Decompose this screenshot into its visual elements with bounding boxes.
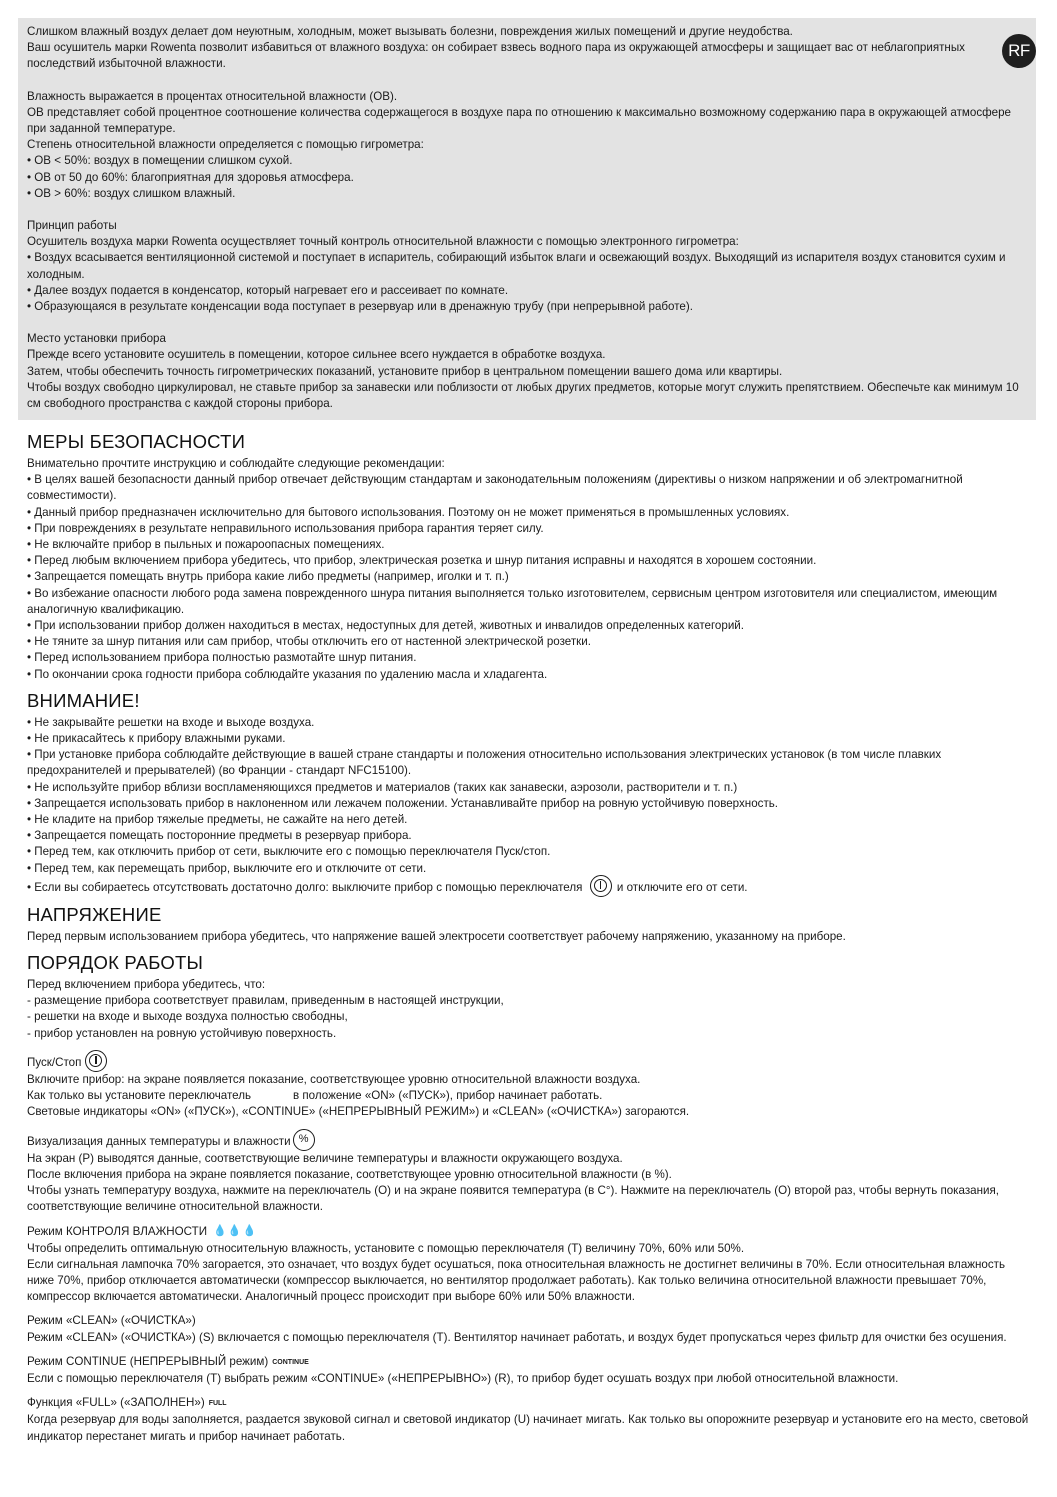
- warning-line: • Перед тем, как отключить прибор от сети, выключите его с помощью переключателя Пуск/стоп.: [27, 845, 551, 859]
- warning-last-after: и отключите его от сети.: [616, 880, 748, 894]
- safety-line: • Перед любым включением прибора убедитесь, что прибор, электрическая розетка и шнур питания исправны и находятся в хорошем состоянии.: [27, 554, 817, 568]
- principle-line: • Воздух всасывается вентиляционной системой и поступает в испаритель, собирающий избыток влаги и освежающий воздух. Выходящий из испарителя воздух становится сухим и холодным.: [27, 251, 1006, 281]
- warning-title: ВНИМАНИЕ!: [27, 689, 140, 711]
- principle-title: Принцип работы: [27, 219, 117, 233]
- humidity-drops-icon: 💧💧💧: [213, 1225, 258, 1238]
- safety-line: • Не включайте прибор в пыльных и пожароопасных помещениях.: [27, 538, 385, 552]
- control-line: Если сигнальная лампочка 70% загорается, это означает, что воздух будет осушаться, пока относительная влажность не достигнет величины в 70%. Если относительная влажность ниже 70%, прибор отключается автоматически (компрессор выключается, но вентилятор продолжает работать). Как только величина относительной влажности превышает 70%, компрессор включается автоматически. Аналогичный процесс происходит при выборе 60% или 50% влажности.: [27, 1257, 1006, 1304]
- principle-line: • Далее воздух подается в конденсатор, который нагревает его и рассеивает по комнате.: [27, 283, 509, 297]
- display-line: После включения прибора на экране появляется показание, соответствующее уровню относительной влажности (в %).: [27, 1167, 672, 1181]
- warning-line-last: [27, 879, 1032, 897]
- continue-indicator-label: CONTINUE: [272, 1358, 309, 1366]
- start-line-part: Как только вы установите переключатель: [27, 1089, 251, 1103]
- display-title: Визуализация данных температуры и влажности: [27, 1134, 291, 1148]
- start-line: [27, 1088, 1032, 1104]
- placement-line: Прежде всего установите осушитель в помещении, которое сильнее всего нуждается в обработке воздуха.: [27, 348, 606, 362]
- start-stop-heading: [27, 1054, 1032, 1072]
- principle-line: Осушитель воздуха марки Rowenta осуществляет точный контроль относительной влажности с помощью электронного гигрометра:: [27, 235, 739, 249]
- humidity-line: • ОВ от 50 до 60%: благоприятная для здоровья атмосфера.: [27, 170, 354, 184]
- control-line: Чтобы определить оптимальную относительную влажность, установите с помощью переключателя (T) величину 70%, 60% или 50%.: [27, 1241, 745, 1255]
- start-stop-title: Пуск/Стоп: [27, 1055, 82, 1069]
- voltage-text: Перед первым использованием прибора убедитесь, что напряжение вашей электросети соответствует рабочему напряжению, указанному на приборе.: [27, 929, 846, 943]
- warning-line: • Не прикасайтесь к прибору влажными руками.: [27, 732, 286, 746]
- continue-heading: [27, 1354, 1032, 1371]
- continue-text: Если с помощью переключателя (T) выбрать режим «CONTINUE» («НЕПРЕРЫВНО») (R), то прибор будет осушать воздух при любой относительной влажности.: [27, 1371, 899, 1385]
- start-line: Световые индикаторы «ON» («ПУСК»), «CONTINUE» («НЕПРЕРЫВНЫЙ РЕЖИМ») и «CLEAN» («ОЧИСТКА») загораются.: [27, 1105, 690, 1119]
- warning-line: • Перед тем, как перемещать прибор, выключите его и отключите от сети.: [27, 861, 427, 875]
- intro-paragraph-2: Ваш осушитель марки Rowenta позволит избавиться от влажного воздуха: он собирает взвесь водного пара из окружающей атмосферы и защищает вас от неблагоприятных последствий избыточной влажности.: [27, 41, 965, 71]
- humidity-line: ОВ представляет собой процентное соотношение количества содержащегося в воздухе пара по отношению к максимально возможному содержанию пара в окружающей атмосфере при заданной температуре.: [27, 105, 1012, 136]
- display-heading: [27, 1133, 1032, 1151]
- start-line-part: в положение «ON» («ПУСК»), прибор начинает работать.: [293, 1089, 603, 1103]
- start-line: Включите прибор: на экране появляется показание, соответствующее уровню относительной влажности воздуха.: [27, 1072, 641, 1086]
- full-title: Функция «FULL» («ЗАПОЛНЕН»): [27, 1396, 205, 1410]
- operation-title: ПОРЯДОК РАБОТЫ: [27, 952, 204, 974]
- safety-line: • Данный прибор предназначен исключительно для бытового использования. Поэтому он не может применяться в промышленных условиях.: [27, 505, 790, 519]
- warning-line: • Не закрывайте решетки на входе и выходе воздуха.: [27, 715, 315, 729]
- safety-line: • Во избежание опасности любого рода замена поврежденного шнура питания выполняется только изготовителем, сервисным центром изготовителя или специалистом, имеющим аналогичную квалификацию.: [27, 586, 998, 616]
- warning-line: • Не кладите на прибор тяжелые предметы, не сажайте на него детей.: [27, 813, 408, 827]
- control-title: Режим КОНТРОЛЯ ВЛАЖНОСТИ: [27, 1225, 208, 1239]
- display-line: На экран (P) выводятся данные, соответствующие величине температуры и влажности окружающего воздуха.: [27, 1151, 623, 1165]
- warning-line: • Не используйте прибор вблизи воспламеняющихся предметов и материалов (таких как занавески, аэрозоли, растворители и т. п.): [27, 780, 738, 794]
- operation-line: - решетки на входе и выходе воздуха полностью свободны,: [27, 1010, 348, 1024]
- safety-line: • При использовании прибор должен находиться в местах, недоступных для детей, животных и инвалидов определенных категорий.: [27, 619, 744, 633]
- intro-paragraph-1: Слишком влажный воздух делает дом неуютным, холодным, может вызывать болезни, повреждения жилых помещений и другие неудобства.: [27, 25, 793, 38]
- humidity-line: • ОВ < 50%: воздух в помещении слишком сухой.: [27, 154, 293, 168]
- safety-line: • При повреждениях в результате неправильного использования прибора гарантия теряет силу.: [27, 521, 544, 535]
- humidity-line: Степень относительной влажности определяется с помощью гигрометра:: [27, 138, 424, 152]
- full-text: Когда резервуар для воды заполняется, раздается звуковой сигнал и световой индикатор (U) начинает мигать. Как только вы опорожните резервуар и установите его на место, световой индикатор перестанет мигать и прибор начинает работать.: [27, 1413, 1029, 1443]
- placement-line: Затем, чтобы обеспечить точность гигрометрических показаний, установите прибор в центральном помещении вашего дома или квартиры.: [27, 364, 783, 378]
- full-heading: [27, 1395, 1032, 1412]
- warning-line: • Запрещается помещать посторонние предметы в резервуар прибора.: [27, 829, 412, 843]
- control-heading: [27, 1223, 1032, 1240]
- power-icon: [85, 1050, 107, 1072]
- main-content: [27, 430, 1032, 1445]
- placement-title: Место установки прибора: [27, 332, 166, 346]
- operation-line: Перед включением прибора убедитесь, что:: [27, 978, 266, 992]
- warning-last-before: • Если вы собираетесь отсутствовать достаточно долго: выключите прибор с помощью переключателя: [27, 880, 583, 894]
- safety-line: Внимательно прочтите инструкцию и соблюдайте следующие рекомендации:: [27, 457, 445, 470]
- safety-line: • По окончании срока годности прибора соблюдайте указания по удалению масла и хладагента.: [27, 667, 548, 681]
- safety-line: • Не тяните за шнур питания или сам прибор, чтобы отключить его от настенной электрической розетки.: [27, 635, 591, 649]
- continue-title: Режим CONTINUE (НЕПРЕРЫВНЫЙ режим): [27, 1354, 269, 1368]
- display-line: Чтобы узнать температуру воздуха, нажмите на переключатель (O) и на экране появится температура (в С°). Нажмите на переключатель (O) второй раз, чтобы вернуть показания, соответствующие величине относительной влажности.: [27, 1183, 999, 1214]
- full-indicator-label: FULL: [208, 1400, 227, 1408]
- language-badge: RF: [1002, 34, 1036, 68]
- temperature-humidity-icon: %: [293, 1129, 315, 1151]
- safety-line: • Перед использованием прибора полностью размотайте шнур питания.: [27, 651, 417, 665]
- intro-section: [18, 18, 1036, 420]
- safety-line: • Запрещается помещать внутрь прибора какие либо предметы (например, иголки и т. п.): [27, 570, 509, 584]
- principle-line: • Образующаяся в результате конденсации вода поступает в резервуар или в дренажную трубу (при непрерывной работе).: [27, 300, 693, 314]
- clean-text: Режим «CLEAN» («ОЧИСТКА») (S) включается с помощью переключателя (T). Вентилятор начинает работать, и воздух будет пропускаться через фильтр для очистки без осушения.: [27, 1330, 1007, 1344]
- warning-line: • При установке прибора соблюдайте действующие в вашей стране стандарты и положения относительно использования электрических установок (в том числе плавких предохранителей и прерывателей) (во Франции - стандарт NFC15100).: [27, 748, 942, 778]
- warning-line: • Запрещается использовать прибор в наклоненном или лежачем положении. Устанавливайте прибор на ровную устойчивую поверхность.: [27, 796, 779, 810]
- operation-line: - прибор установлен на ровную устойчивую поверхность.: [27, 1026, 337, 1040]
- power-icon: [590, 875, 612, 897]
- clean-title: Режим «CLEAN» («ОЧИСТКА»): [27, 1314, 196, 1328]
- humidity-line: • ОВ > 60%: воздух слишком влажный.: [27, 186, 236, 200]
- humidity-line: Влажность выражается в процентах относительной влажности (ОВ).: [27, 89, 398, 103]
- operation-line: - размещение прибора соответствует правилам, приведенным в настоящей инструкции,: [27, 994, 504, 1008]
- safety-title: МЕРЫ БЕЗОПАСНОСТИ: [27, 431, 246, 452]
- safety-line: • В целях вашей безопасности данный прибор отвечает действующим стандартам и законодательным положениям (директивы о низком напряжении и об электромагнитной совместимости).: [27, 473, 963, 503]
- voltage-title: НАПРЯЖЕНИЕ: [27, 903, 162, 925]
- placement-line: Чтобы воздух свободно циркулировал, не ставьте прибор за занавески или поблизости от любых других предметов, которые могут служить препятствием. Обеспечьте как минимум 10 см свободного пространства с каждой стороны прибора.: [27, 380, 1019, 411]
